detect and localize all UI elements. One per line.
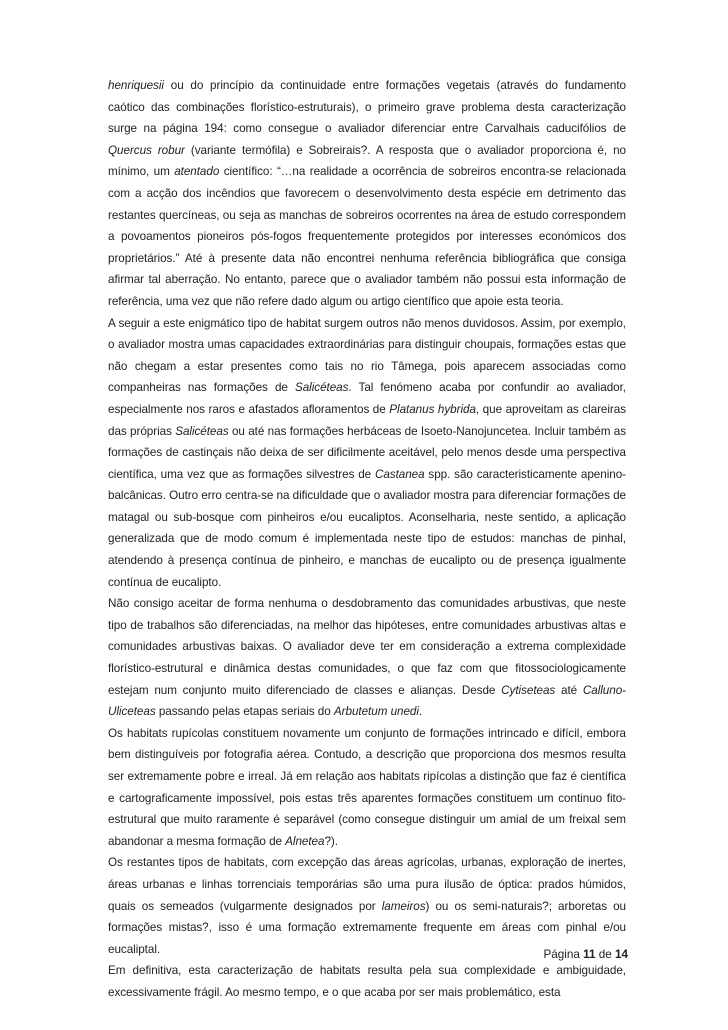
text-run: .	[418, 705, 423, 719]
paragraph	[108, 75, 626, 313]
text-run: passando pelas etapas seriais do	[155, 705, 334, 719]
text-run: spp. são caracteristicamente apenino-balcânicas. Outro erro centra-se na dificuldade que o avaliador mostra para diferenciar formações de matagal ou sub-bosque com pinheiros e/ou eucaliptos. Aconselharia, neste sentido, a aplicação generalizada que de modo comum é implementada neste tipo de estudos: manchas de pinhal, atendendo à presença contínua de pinheiro, e manchas de eucalipto ou de presença igualmente contínua de eucalipto.	[108, 467, 626, 589]
italic-text-run: Salicéteas	[175, 424, 229, 438]
italic-text-run: Castanea	[374, 467, 425, 481]
page-label: Página	[543, 948, 580, 961]
text-run: Não consigo aceitar de forma nenhuma o desdobramento das comunidades arbustivas, que neste tipo de trabalhos são diferenciadas, na melhor das hipóteses, entre comunidades arbustivas altas e comunidades arbustivas baixas. O avaliador deve ter em consideração a extrema complexidade florístico-estrutural e dinâmica destas comunidades, o que faz com que fitossociologicamente estejam num conjunto muito diferenciado de classes e alianças. Desde	[108, 597, 626, 697]
paragraph	[108, 960, 626, 1003]
italic-text-run: Salicéteas	[294, 381, 349, 395]
text-run: ou do princípio da continuidade entre formações vegetais (através do fundamento caótico das combinações florístico-estruturais), o primeiro grave problema desta caracterização surge na página 194: como consegue o avaliador diferenciar entre Carvalhais caducifólios de	[108, 79, 626, 136]
text-run: Os restantes tipos de habitats, com excepção das áreas agrícolas, urbanas, exploração de inertes, áreas urbanas e linhas torrenciais temporárias são uma pura ilusão de óptica: prados húmidos, quais os semeados (vulgarmente designados por	[108, 856, 626, 913]
text-run: Em definitiva, esta caracterização de habitats resulta pela sua complexidade e ambiguidade, excessivamente frágil. Ao mesmo tempo, e o que acaba por ser mais problemático, esta	[108, 964, 626, 999]
page-number-footer	[543, 948, 628, 961]
text-run: ou até nas formações herbáceas de Isoeto-Nanojuncetea. Incluir também as formações de castinçais não deixa de ser dificilmente aceitável, pelo menos desde uma perspectiva científica, uma vez que as formações silvestres de	[108, 424, 626, 481]
body-text	[108, 75, 626, 1004]
italic-text-run: Arbutetum unedi	[333, 705, 419, 719]
italic-text-run: Calluno-Uliceteas	[108, 683, 626, 719]
italic-text-run: Quercus robur	[108, 143, 185, 157]
italic-text-run: henriquesii	[108, 79, 164, 92]
paragraph	[108, 593, 626, 723]
text-run: A seguir a este enigmático tipo de habitat surgem outros não menos duvidosos. Assim, por exemplo, o avaliador mostra umas capacidades extraordinárias para distinguir choupais, formações estas que não chegam a estar presentes como tais no rio Tâmega, pois aparecem associadas como companheiras nas formações de	[108, 316, 626, 395]
text-run: (variante termófila) e Sobreirais?. A resposta que o avaliador proporciona é, no mínimo, um	[108, 143, 626, 179]
total-pages: 14	[614, 948, 628, 961]
italic-text-run: Platanus hybrida	[389, 402, 476, 416]
paragraph	[108, 723, 626, 853]
text-run: ) ou os semi-naturais?; arboretas ou formações mistas?, isso é uma formação extremamente frequente em áreas com pinhal e/ou eucaliptal.	[108, 899, 626, 956]
text-run: científico: “…na realidade a ocorrência de sobreiros encontra-se relacionada com a acção dos incêndios que favorecem o desenvolvimento desta espécie em detrimento das restantes quercíneas, ou seja as manchas de sobreiros ocorrentes na área de estudo correspondem a povoamentos pioneiros pós-fogos frequentemente protegidos por interesses económicos dos proprietários.” Até à presente data não encontrei nenhuma referência bibliográfica que consiga afirmar tal aberração. No entanto, parece que o avaliador também não possui esta informação de referência, uma vez que não refere dado algum ou artigo científico que apoie esta teoria.	[108, 165, 626, 308]
text-run: ?).	[324, 834, 338, 848]
text-run: , que aproveitam as clareiras das próprias	[108, 402, 626, 438]
text-run: até	[555, 683, 583, 697]
current-page: 11	[583, 948, 596, 961]
paragraph	[108, 313, 626, 594]
italic-text-run: Alnetea	[285, 834, 325, 848]
paragraph	[108, 852, 626, 960]
text-run: Os habitats rupícolas constituem novamente um conjunto de formações intrincado e difícil, embora bem distinguíveis por fotografia aérea. Contudo, a descrição que proporciona dos mesmos resulta ser extremamente pobre e irreal. Já em relação aos habitats ripícolas a distinção que faz é científica e cartograficamente impossível, pois estas três aparentes formações constituem um continuo fito-estrutural que muito raramente é separável (como consegue distinguir um amial de um freixal sem abandonar a mesma formação de	[108, 726, 626, 848]
italic-text-run: atentado	[174, 165, 220, 179]
italic-text-run: lameiros	[381, 899, 426, 913]
italic-text-run: Cytiseteas	[501, 683, 556, 697]
page-separator: de	[598, 948, 612, 961]
text-run: . Tal fenómeno acaba por confundir ao avaliador, especialmente nos raros e afastados afloramentos de	[108, 381, 626, 416]
